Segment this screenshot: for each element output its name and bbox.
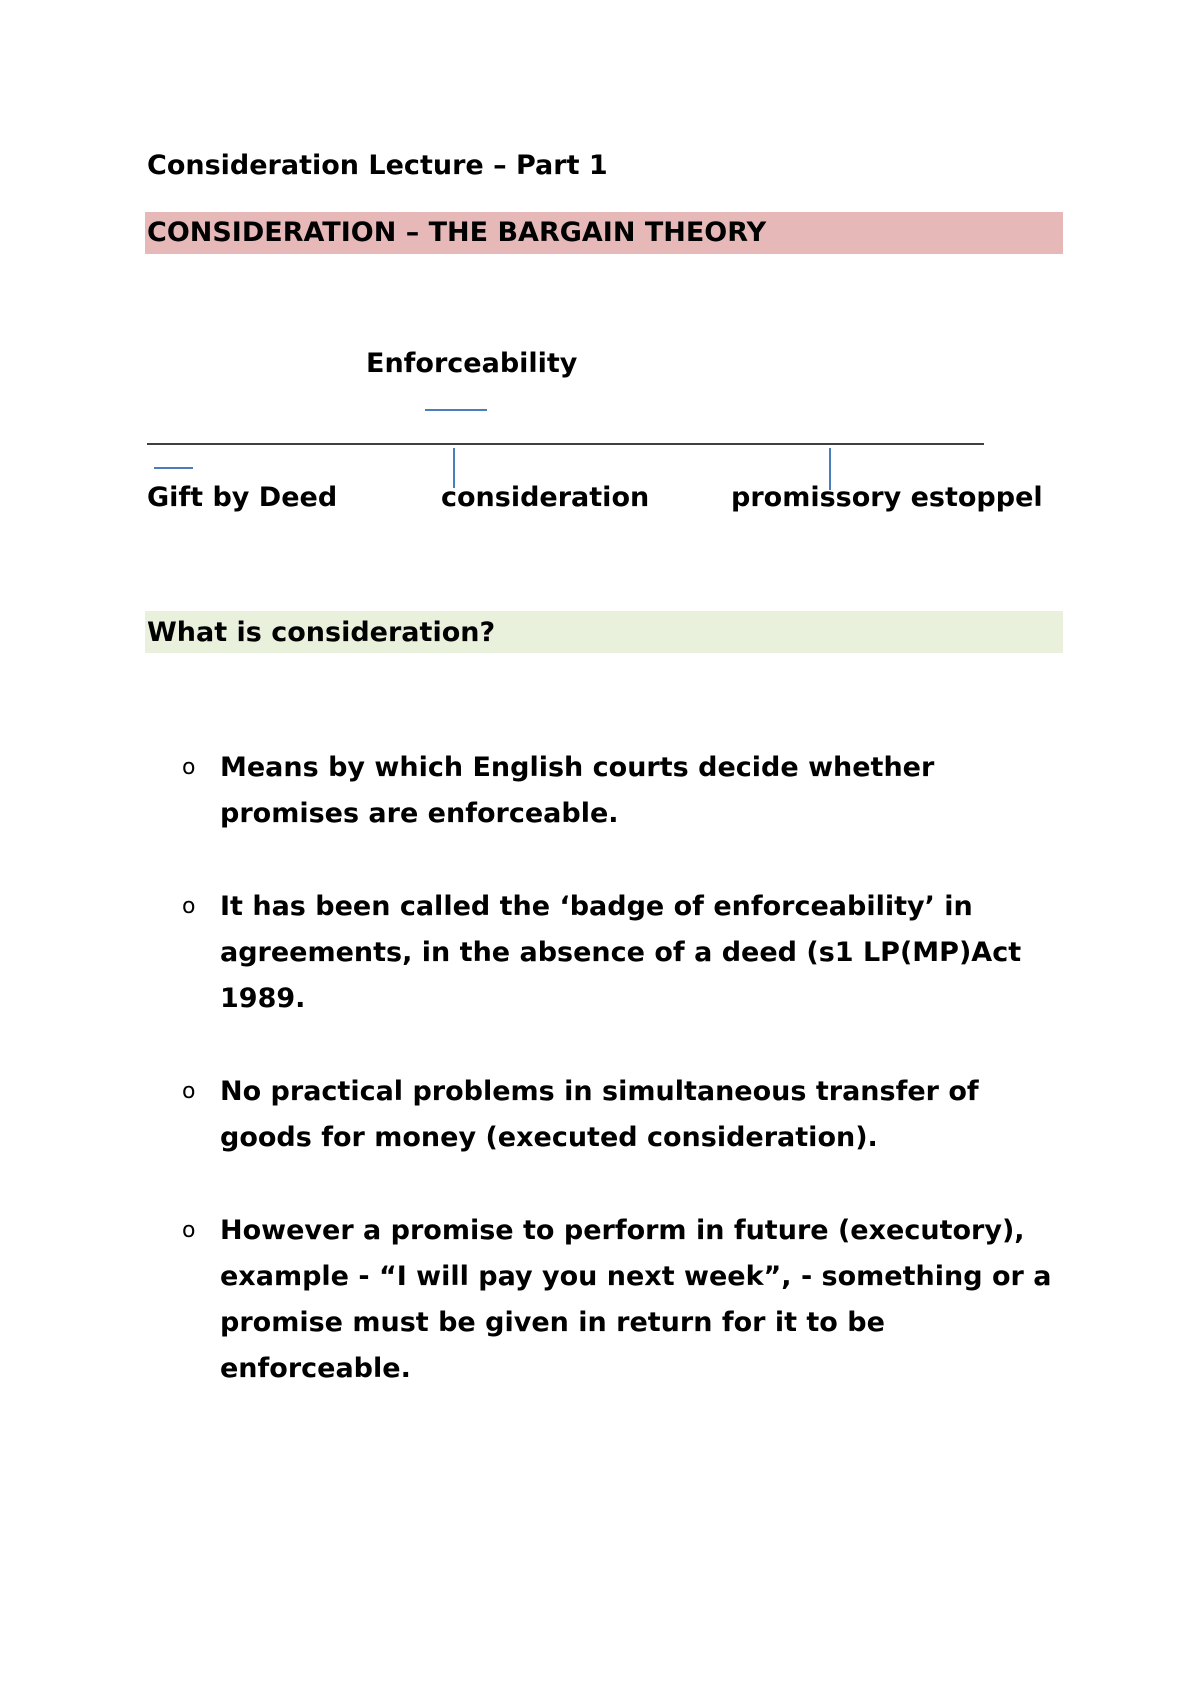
bullet-text: However a promise to perform in future (executory), example - “I will pay you next week”, - something or a promise must be given in return for it to be enforceable. [220,1215,1052,1384]
bullet-circle-icon: o [182,1079,196,1104]
list-item [182,884,1062,1022]
bullet-text: No practical problems in simultaneous transfer of goods for money (executed consideration). [220,1076,979,1153]
branch-label-consideration: consideration [441,482,650,513]
branch-label-promissory-estoppel: promissory estoppel [731,482,1043,513]
bullet-text: It has been called the ‘badge of enforceability’ in agreements, in the absence of a deed (s1 LP(MP)Act 1989. [220,891,1022,1014]
consideration-bullet-list [182,745,1062,1439]
bullet-circle-icon: o [182,1218,196,1243]
bullet-circle-icon: o [182,755,196,780]
page-title: Consideration Lecture – Part 1 [147,150,608,181]
list-item [182,745,1062,837]
diagram-root-label: Enforceability [366,348,578,379]
branch-label-gift-by-deed: Gift by Deed [147,482,338,513]
list-item [182,1208,1062,1392]
bargain-theory-heading: CONSIDERATION – THE BARGAIN THEORY [145,212,1063,254]
bullet-circle-icon: o [182,894,196,919]
what-is-consideration-heading: What is consideration? [145,611,1063,653]
list-item [182,1069,1062,1161]
bullet-text: Means by which English courts decide whether promises are enforceable. [220,752,935,829]
